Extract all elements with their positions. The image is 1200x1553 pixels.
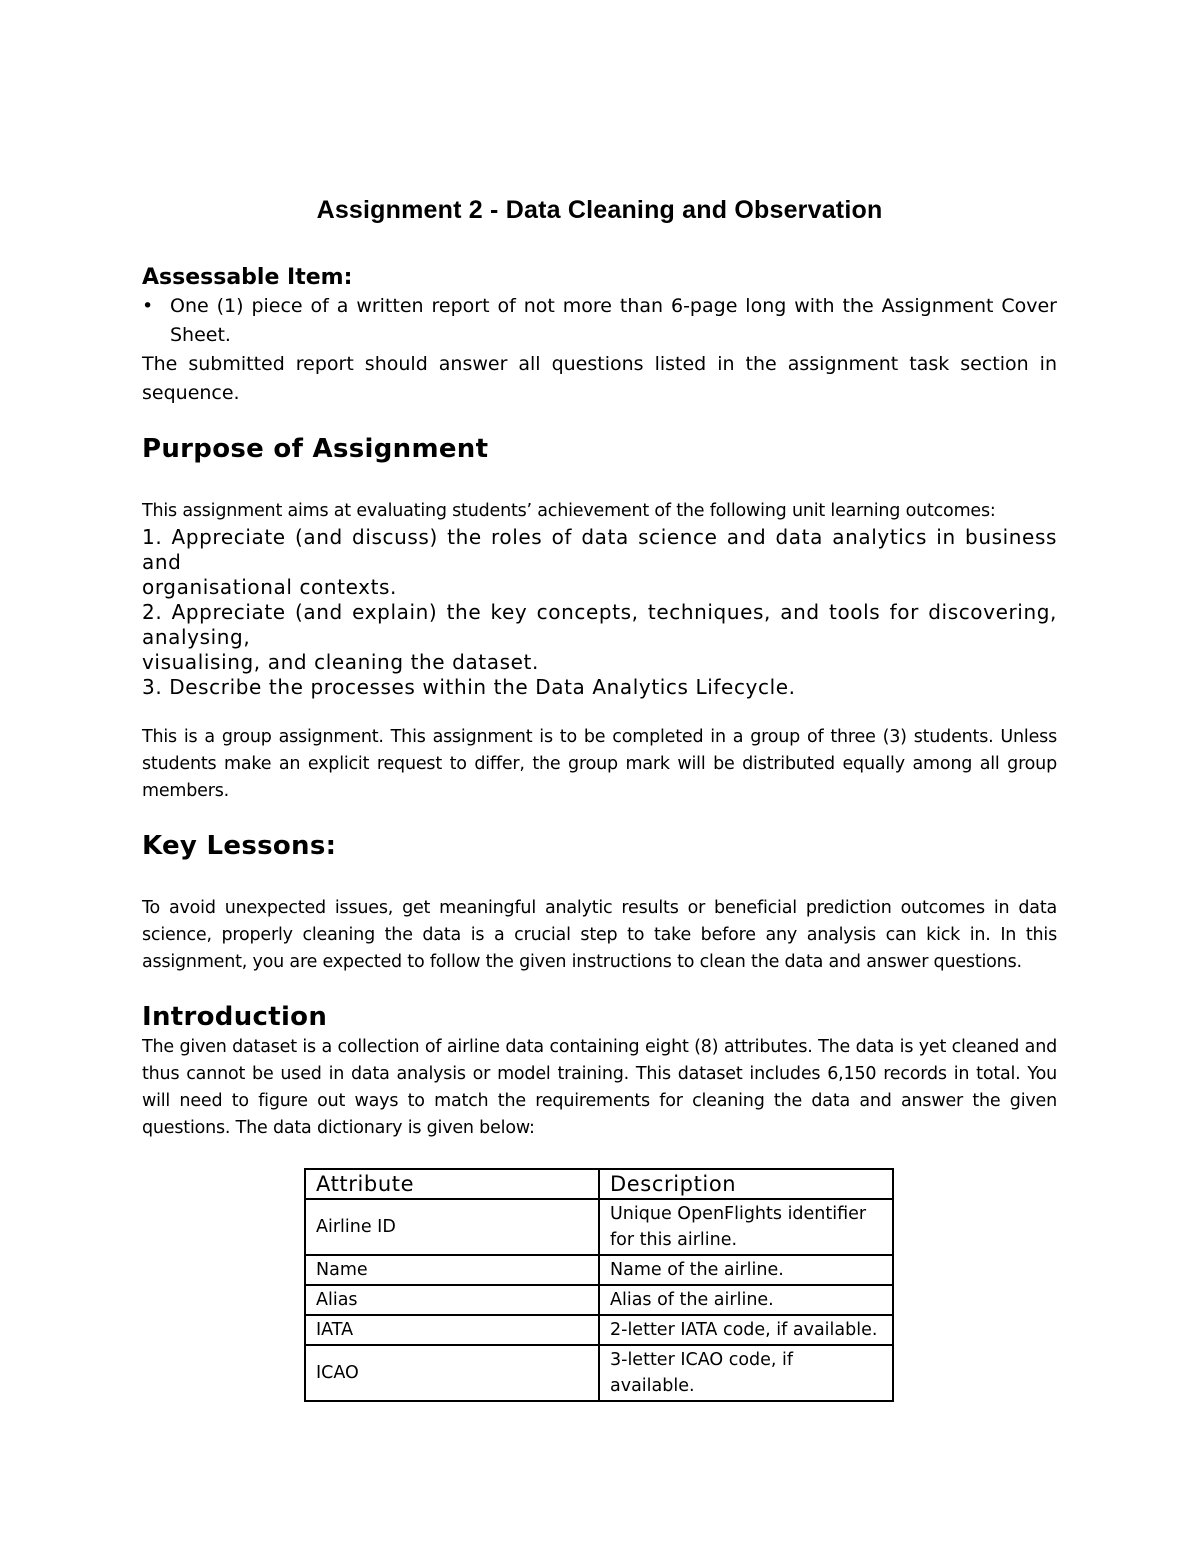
outcome-2-line-2: visualising, and cleaning the dataset. (142, 650, 539, 674)
table-cell-attribute: Name (305, 1255, 599, 1285)
table-cell-attribute: IATA (305, 1315, 599, 1345)
table-cell-description: 3-letter ICAO code, if available. (599, 1345, 893, 1401)
table-cell-description: Unique OpenFlights identifier for this airline. (599, 1199, 893, 1255)
outcome-2-line-1: 2. Appreciate (and explain) the key concepts, techniques, and tools for discovering, analysing, (142, 600, 1057, 649)
assessable-note: The submitted report should answer all questions listed in the assignment task section in sequence. (142, 353, 1057, 404)
table-cell-attribute: Airline ID (305, 1199, 599, 1255)
purpose-intro: This assignment aims at evaluating students’ achievement of the following unit learning outcomes: (142, 501, 996, 521)
assessable-item-heading: Assessable Item: (142, 265, 353, 290)
group-assignment-note: This is a group assignment. This assignment is to be completed in a group of three (3) students. Unless students make an explicit request to differ, the group mark will be distributed equally among all group members. (142, 727, 1057, 801)
outcome-3-line-1: 3. Describe the processes within the Data Analytics Lifecycle. (142, 675, 796, 699)
document-title: Assignment 2 - Data Cleaning and Observation (316, 196, 883, 224)
table-header-row (305, 1169, 893, 1199)
table-row (305, 1315, 893, 1345)
table-cell-description: Alias of the airline. (599, 1285, 893, 1315)
table-row (305, 1199, 893, 1255)
assessable-bullet-text: One (1) piece of a written report of not more than 6-page long with the Assignment Cover Sheet. (170, 295, 1057, 346)
outcome-1-line-2: organisational contexts. (142, 575, 398, 599)
table-cell-description: 2-letter IATA code, if available. (599, 1315, 893, 1345)
introduction-heading: Introduction (142, 1002, 328, 1032)
table-row (305, 1255, 893, 1285)
data-dictionary-table (304, 1168, 894, 1402)
table-row (305, 1345, 893, 1401)
bullet-icon: • (142, 295, 154, 317)
key-lessons-text: To avoid unexpected issues, get meaningful analytic results or beneficial prediction outcomes in data science, properly cleaning the data is a crucial step to take before any analysis can kick in. In this assignment, you are expected to follow the given instructions to clean the data and answer questions. (142, 898, 1057, 972)
introduction-text: The given dataset is a collection of airline data containing eight (8) attributes. The data is yet cleaned and thus cannot be used in data analysis or model training. This dataset includes 6,150 records in total. You will need to figure out ways to match the requirements for cleaning the data and answer the given questions. The data dictionary is given below: (142, 1037, 1057, 1138)
header-attribute: Attribute (305, 1169, 599, 1199)
table-cell-description: Name of the airline. (599, 1255, 893, 1285)
page-content (142, 196, 1057, 1402)
purpose-heading: Purpose of Assignment (142, 434, 489, 464)
table-cell-attribute: Alias (305, 1285, 599, 1315)
outcome-1-line-1: 1. Appreciate (and discuss) the roles of data science and data analytics in business and (142, 525, 1057, 574)
assessable-bullet (142, 292, 1057, 350)
learning-outcomes-list (142, 525, 1057, 700)
table-cell-attribute: ICAO (305, 1345, 599, 1401)
header-description: Description (599, 1169, 893, 1199)
key-lessons-heading: Key Lessons: (142, 831, 337, 861)
table-row (305, 1285, 893, 1315)
